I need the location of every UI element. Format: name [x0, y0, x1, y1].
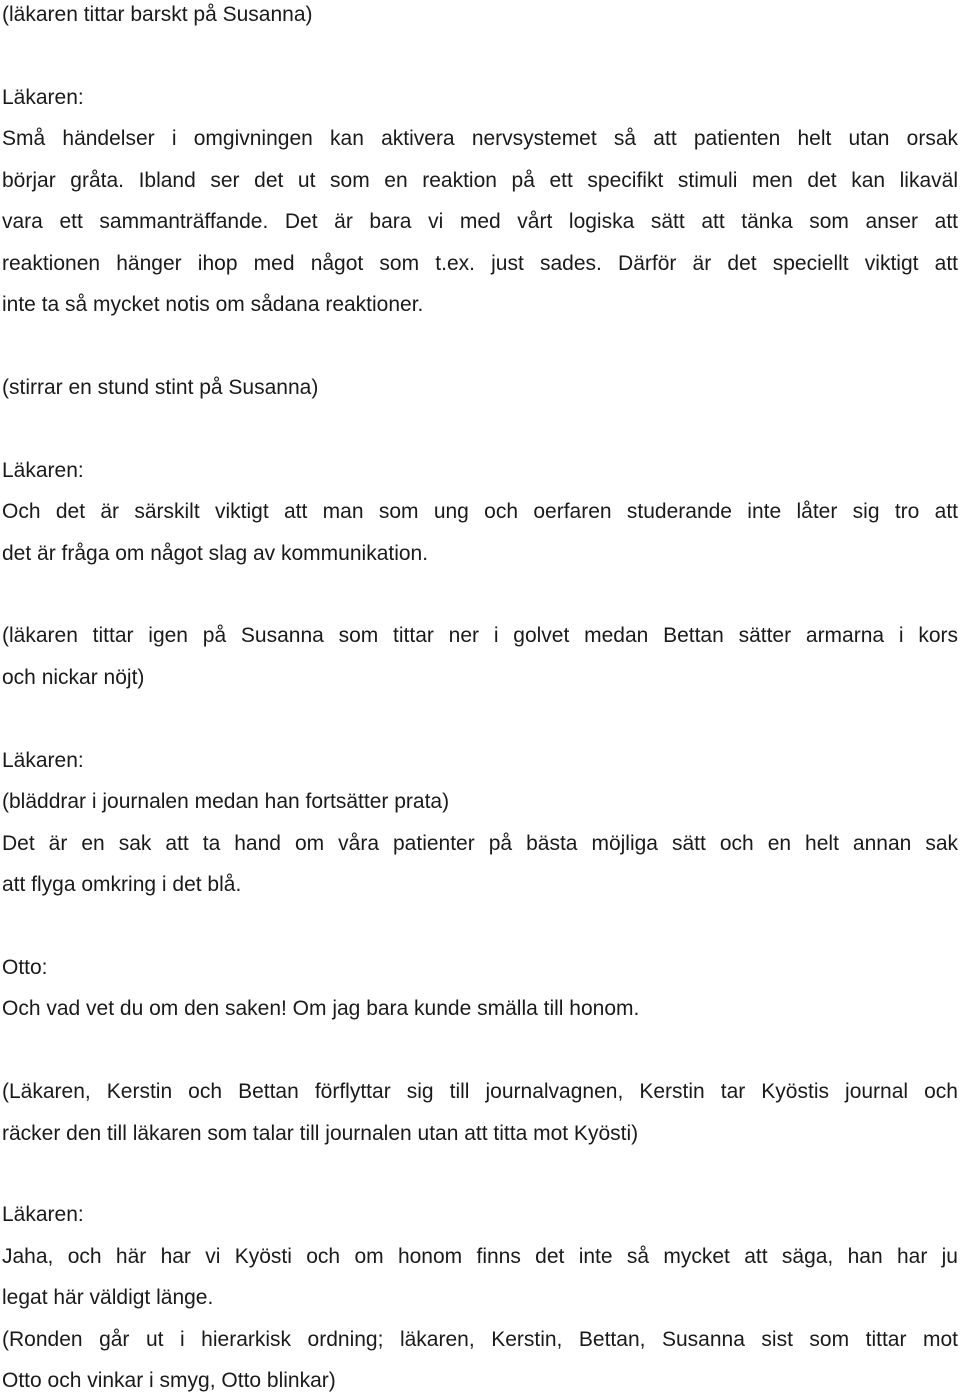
stage-direction: (läkaren tittar igen på Susanna som tittar ner i golvet medan Bettan sätter armarna i kors — [2, 624, 958, 647]
stage-direction: Otto och vinkar i smyg, Otto blinkar) — [2, 1369, 336, 1392]
speaker-label: Läkaren: — [2, 86, 84, 109]
speaker-label: Läkaren: — [2, 1203, 84, 1226]
dialogue-line: att flyga omkring i det blå. — [2, 873, 242, 896]
dialogue-line: Och det är särskilt viktigt att man som ung och oerfaren studerande inte låter sig tro att — [2, 500, 958, 523]
dialogue-line: vara ett sammanträffande. Det är bara vi med vårt logiska sätt att tänka som anser att — [2, 210, 958, 233]
speaker-label: Otto: — [2, 956, 48, 979]
dialogue-line: Små händelser i omgivningen kan aktivera nervsystemet så att patienten helt utan orsak — [2, 127, 958, 150]
dialogue-line: börjar gråta. Ibland ser det ut som en reaktion på ett specifikt stimuli men det kan likaväl — [2, 169, 958, 192]
dialogue-line: Jaha, och här har vi Kyösti och om honom finns det inte så mycket att säga, han har ju — [2, 1245, 958, 1268]
speaker-label: Läkaren: — [2, 459, 84, 482]
stage-direction: (Ronden går ut i hierarkisk ordning; läkaren, Kerstin, Bettan, Susanna sist som tittar mot — [2, 1328, 958, 1351]
stage-direction: (Läkaren, Kerstin och Bettan förflyttar sig till journalvagnen, Kerstin tar Kyöstis journal och — [2, 1080, 958, 1103]
dialogue-line: Det är en sak att ta hand om våra patienter på bästa möjliga sätt och en helt annan sak — [2, 832, 958, 855]
stage-direction: räcker den till läkaren som talar till journalen utan att titta mot Kyösti) — [2, 1122, 639, 1145]
dialogue-line: Och vad vet du om den saken! Om jag bara kunde smälla till honom. — [2, 997, 640, 1020]
dialogue-line: inte ta så mycket notis om sådana reaktioner. — [2, 293, 424, 316]
dialogue-line: reaktionen hänger ihop med något som t.ex. just sades. Därför är det speciellt viktigt att — [2, 252, 958, 275]
stage-direction: och nickar nöjt) — [2, 666, 145, 689]
stage-direction: (stirrar en stund stint på Susanna) — [2, 376, 319, 399]
speaker-label: Läkaren: — [2, 749, 84, 772]
dialogue-line: legat här väldigt länge. — [2, 1286, 214, 1309]
stage-direction: (läkaren tittar barskt på Susanna) — [2, 3, 313, 26]
stage-direction: (bläddrar i journalen medan han fortsätter prata) — [2, 790, 450, 813]
dialogue-line: det är fråga om något slag av kommunikation. — [2, 542, 429, 565]
